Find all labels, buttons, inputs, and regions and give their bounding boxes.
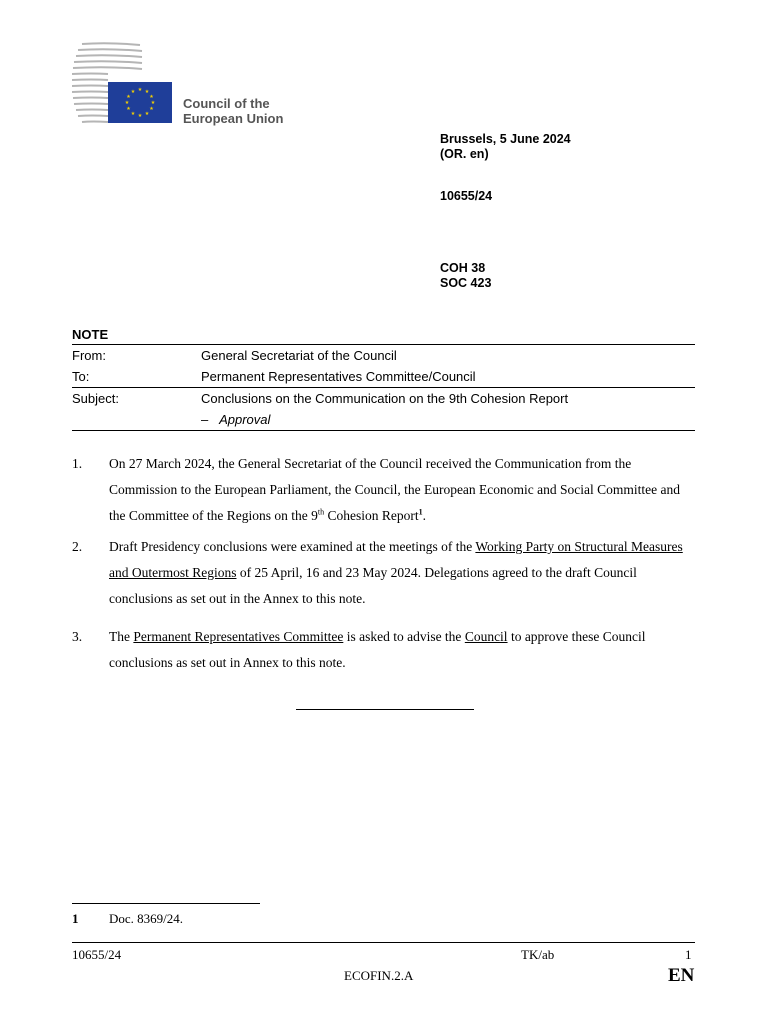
original-language: (OR. en) bbox=[440, 147, 489, 161]
organisation-name bbox=[183, 96, 283, 126]
org-name-line1: Council of the bbox=[183, 96, 270, 111]
code-coh: COH 38 bbox=[440, 261, 486, 275]
svg-text:★: ★ bbox=[150, 100, 156, 106]
paragraph-text bbox=[109, 624, 697, 676]
end-of-text-line bbox=[296, 709, 474, 710]
note-title: NOTE bbox=[72, 327, 109, 342]
p2-text-after: of 25 April, 16 and 23 May 2024. Delegations agreed to the draft Council conclusions as set out in the Annex to this note. bbox=[109, 565, 637, 606]
subject-text: Conclusions on the Communication on the 9th Cohesion Report bbox=[201, 391, 569, 406]
superscript-th: th bbox=[317, 507, 325, 517]
to-label: To: bbox=[72, 369, 90, 384]
svg-text:★: ★ bbox=[144, 89, 150, 95]
p1-text: On 27 March 2024, the General Secretariat of the Council received the Communication from the Commission to the European Parliament, the Council, the European Economic and Social Committee and the Committee of the Regions on the 9 bbox=[109, 456, 681, 523]
svg-text:★: ★ bbox=[126, 94, 131, 100]
svg-text:★: ★ bbox=[130, 89, 136, 95]
p3-text-after: to approve these Council conclusions as set out in Annex to this note. bbox=[109, 629, 646, 670]
date-block bbox=[440, 132, 571, 162]
svg-text:★: ★ bbox=[137, 87, 143, 93]
footer-initials: TK/ab bbox=[521, 947, 555, 962]
approval-text: Approval bbox=[219, 412, 271, 427]
to-value: Permanent Representatives Committee/Council bbox=[201, 369, 476, 384]
footer-directorate: ECOFIN.2.A bbox=[344, 968, 414, 983]
note-header bbox=[72, 326, 695, 431]
divider bbox=[72, 430, 695, 431]
paragraph-number: 2. bbox=[72, 539, 83, 554]
svg-text:★: ★ bbox=[130, 111, 136, 117]
note-row-subject bbox=[72, 388, 695, 430]
eu-flag-icon bbox=[108, 82, 172, 123]
codes-block bbox=[440, 261, 491, 291]
from-value: General Secretariat of the Council bbox=[201, 348, 397, 363]
footnote bbox=[72, 911, 183, 927]
note-row-to bbox=[72, 366, 695, 387]
note-row-from bbox=[72, 345, 695, 366]
from-label: From: bbox=[72, 348, 106, 363]
paragraph-text bbox=[109, 534, 697, 612]
paragraph-2 bbox=[72, 534, 697, 612]
coreper-link[interactable]: Permanent Representatives Committee bbox=[133, 629, 344, 644]
footer-page-number: 1 bbox=[685, 947, 692, 962]
p2-text-before: Draft Presidency conclusions were examined at the meetings of the bbox=[109, 539, 476, 554]
p3-text-before: The bbox=[109, 629, 134, 644]
subject-dash: – bbox=[201, 412, 209, 427]
subject-label: Subject: bbox=[72, 391, 119, 406]
footnote-mark: 1 bbox=[72, 911, 79, 926]
org-name-line2: European Union bbox=[183, 111, 284, 126]
svg-text:★: ★ bbox=[126, 106, 131, 112]
svg-text:★: ★ bbox=[137, 113, 143, 119]
footnote-text: Doc. 8369/24. bbox=[109, 911, 184, 926]
footnote-ref[interactable]: 1 bbox=[418, 507, 423, 517]
paragraph-text bbox=[109, 451, 697, 529]
footer-language-code: EN bbox=[668, 965, 695, 986]
paragraph-3 bbox=[72, 624, 697, 676]
svg-text:★: ★ bbox=[124, 100, 130, 106]
p1-end: . bbox=[422, 508, 426, 523]
p3-text-mid: is asked to advise the bbox=[343, 629, 465, 644]
footnote-separator bbox=[72, 903, 260, 904]
svg-text:★: ★ bbox=[144, 111, 150, 117]
svg-text:★: ★ bbox=[149, 94, 154, 100]
paragraph-1 bbox=[72, 451, 697, 529]
place-date: Brussels, 5 June 2024 bbox=[440, 132, 571, 146]
footer-divider bbox=[72, 942, 695, 943]
subject-approval bbox=[201, 409, 695, 430]
footer-doc-number: 10655/24 bbox=[72, 947, 122, 962]
subject-value bbox=[201, 388, 695, 430]
council-link[interactable]: Council bbox=[464, 629, 508, 644]
paragraph-number: 1. bbox=[72, 456, 83, 471]
paragraph-number: 3. bbox=[72, 629, 83, 644]
code-soc: SOC 423 bbox=[440, 276, 492, 290]
svg-text:★: ★ bbox=[149, 106, 154, 112]
p1-text-after: Cohesion Report bbox=[324, 508, 419, 523]
working-party-link[interactable]: Working Party on Structural Measures and Outermost Regions bbox=[109, 539, 683, 580]
document-number: 10655/24 bbox=[440, 189, 493, 203]
